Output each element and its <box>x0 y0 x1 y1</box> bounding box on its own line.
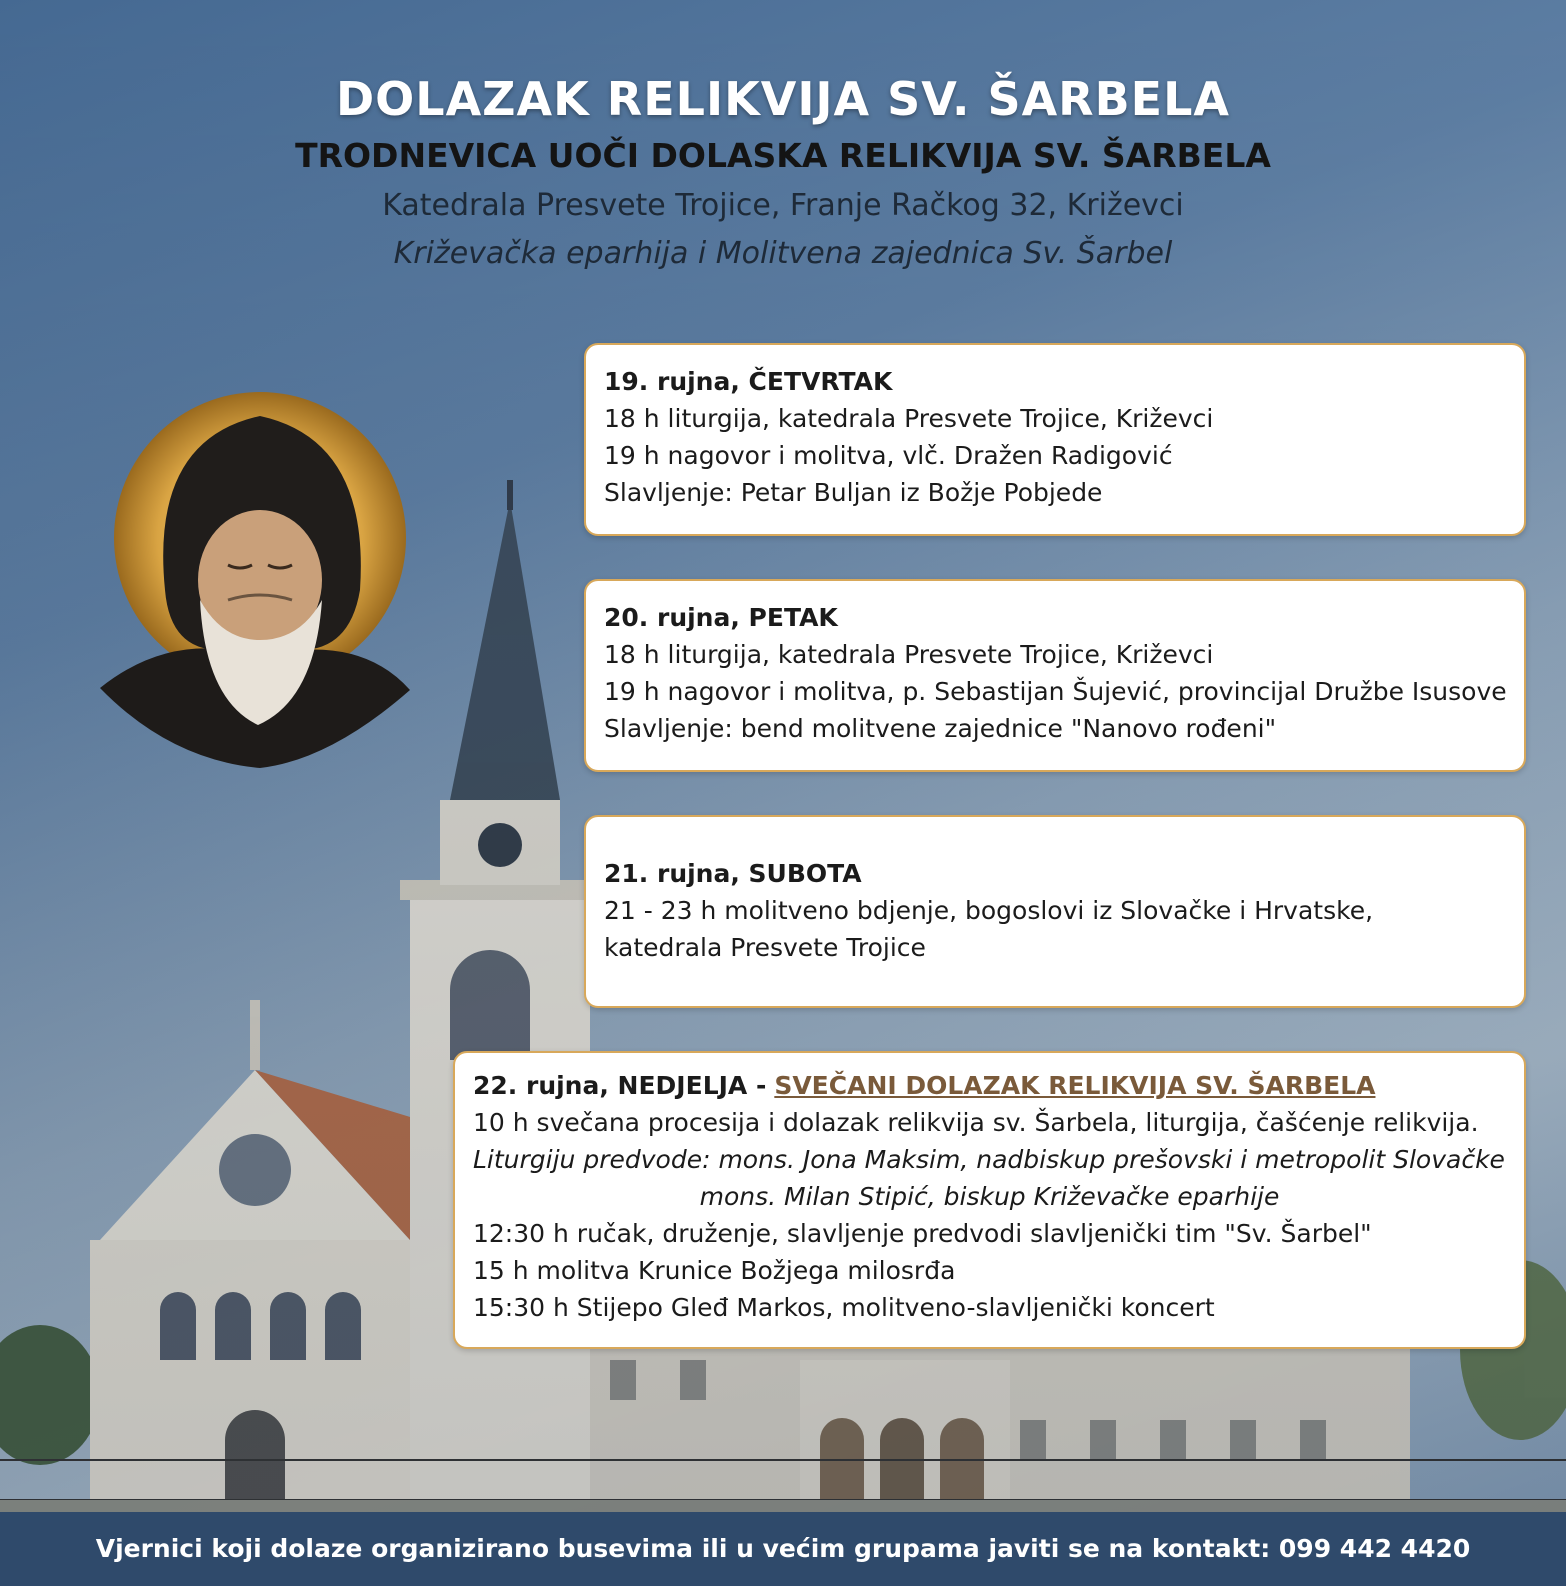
schedule-card-day-2 <box>584 579 1526 772</box>
schedule-line: 10 h svečana procesija i dolazak relikvija sv. Šarbela, liturgija, čašćenje relikvija. <box>473 1108 1479 1137</box>
page-title: DOLAZAK RELIKVIJA SV. ŠARBELA <box>335 72 1230 126</box>
schedule-card-day-4 <box>453 1051 1526 1349</box>
footer-contact: Vjernici koji dolaze organizirano busevima ili u većim grupama javiti se na kontakt: 099 442 4420 <box>0 1512 1566 1586</box>
schedule-line: 15:30 h Stijepo Gleđ Markos, molitveno-slavljenički koncert <box>473 1293 1215 1322</box>
highlight-link[interactable]: SVEČANI DOLAZAK RELIKVIJA SV. ŠARBELA <box>774 1071 1376 1100</box>
schedule-card-day-1 <box>584 343 1526 536</box>
schedule-line: 18 h liturgija, katedrala Presvete Trojice, Križevci <box>604 640 1214 669</box>
day-heading: 22. rujna, NEDJELJA - <box>473 1071 767 1100</box>
page-subtitle: TRODNEVICA UOČI DOLASKA RELIKVIJA SV. ŠARBELA <box>295 136 1271 175</box>
schedule-line: 19 h nagovor i molitva, vlč. Dražen Radigović <box>604 441 1173 470</box>
schedule-line: katedrala Presvete Trojice <box>604 933 926 962</box>
schedule-line: 19 h nagovor i molitva, p. Sebastijan Šujević, provincijal Družbe Isusove <box>604 677 1507 706</box>
day-heading: 21. rujna, SUBOTA <box>604 859 862 888</box>
day-heading-row <box>473 1067 1506 1104</box>
day-heading: 19. rujna, ČETVRTAK <box>604 367 893 396</box>
organizer-text: Križevačka eparhija i Molitvena zajednica Sv. Šarbel <box>393 236 1173 271</box>
saint-charbel-portrait <box>100 392 410 768</box>
schedule-line: Slavljenje: bend molitvene zajednice "Nanovo rođeni" <box>604 714 1277 743</box>
day-heading: 20. rujna, PETAK <box>604 603 838 632</box>
schedule-card-day-3 <box>584 815 1526 1008</box>
schedule-line: mons. Milan Stipić, biskup Križevačke eparhije <box>699 1182 1280 1211</box>
schedule-line: 15 h molitva Krunice Božjega milosrđa <box>473 1256 956 1285</box>
schedule-line: Slavljenje: Petar Buljan iz Božje Pobjede <box>604 478 1103 507</box>
schedule-line: 12:30 h ručak, druženje, slavljenje predvodi slavljenički tim "Sv. Šarbel" <box>473 1219 1372 1248</box>
location-text: Katedrala Presvete Trojice, Franje Račkog 32, Križevci <box>382 188 1184 223</box>
schedule-line: 18 h liturgija, katedrala Presvete Trojice, Križevci <box>604 404 1214 433</box>
schedule-line: 21 - 23 h molitveno bdjenje, bogoslovi iz Slovačke i Hrvatske, <box>604 896 1374 925</box>
schedule-line: Liturgiju predvode: mons. Jona Maksim, nadbiskup prešovski i metropolit Slovačke <box>473 1145 1505 1174</box>
